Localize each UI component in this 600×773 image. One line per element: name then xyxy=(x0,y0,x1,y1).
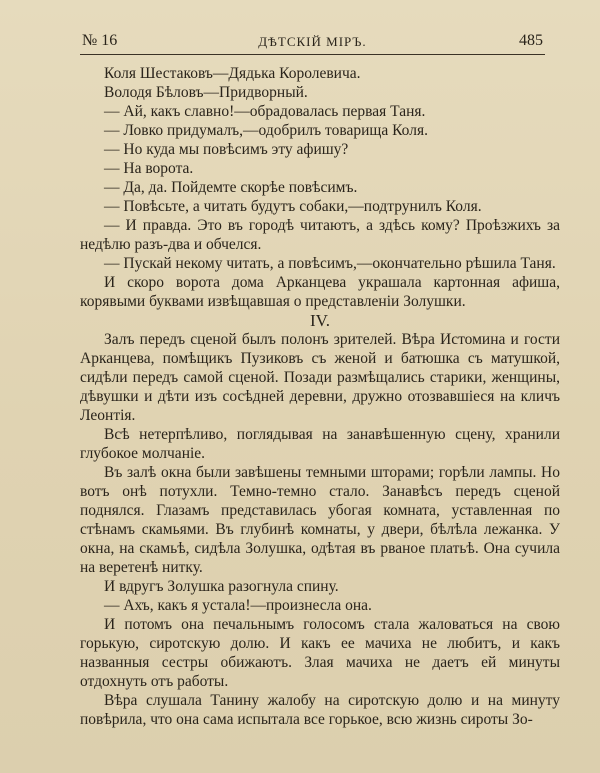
page-number: 485 xyxy=(519,32,543,49)
paragraph: И вдругъ Золушка разогнула спину. xyxy=(104,578,339,595)
paragraph: Вѣра слушала Танину жалобу на сиротскую долю и на минуту повѣрила, что она сама испытала все горькое, всю жизнь сироты Зо- xyxy=(80,692,560,728)
chapter-heading: IV. xyxy=(310,311,330,330)
paragraph: Володя Бѣловъ—Придворный. xyxy=(104,84,308,101)
paragraph: И потомъ она печальнымъ голосомъ стала жаловаться на свою горькую, сиротскую долю. И какъ ее мачиха не любитъ, и какъ названныя сестры обижаютъ. Злая мачиха не даетъ ей минуты отдохнуть отъ работы. xyxy=(80,616,560,690)
paragraph: — Ловко придумалъ,—одобрилъ товарища Коля. xyxy=(104,122,428,139)
paragraph: — Но куда мы повѣсимъ эту афишу? xyxy=(104,141,349,158)
paragraph: И скоро ворота дома Арканцева украшала картонная афиша, корявыми буквами извѣщавшая о представленіи Золушки. xyxy=(80,274,560,310)
page-body xyxy=(80,64,560,729)
paragraph: — Ай, какъ славно!—обрадовалась первая Таня. xyxy=(104,103,426,120)
paragraph: — На ворота. xyxy=(104,160,194,177)
journal-title: ДѢТСКІЙ МІРЪ. xyxy=(258,34,367,49)
paragraph: — Повѣсьте, а читать будутъ собаки,—подтрунилъ Коля. xyxy=(104,198,482,215)
paragraph: — Ахъ, какъ я устала!—произнесла она. xyxy=(104,597,372,614)
paragraph: — И правда. Это въ городѣ читаютъ, а здѣсь кому? Проѣзжихъ за недѣлю разъ-два и обчелся. xyxy=(80,217,560,253)
running-header xyxy=(80,32,545,55)
issue-number: № 16 xyxy=(82,32,118,49)
paragraph: Въ залѣ окна были завѣшены темными шторами; горѣли лампы. Но вотъ онѣ потухли. Темно-темно стало. Занавѣсъ передъ сценой поднялся. Глазамъ представилась убогая комната, уставленная по стѣнамъ скамьями. Въ глубинѣ комнаты, у двери, бѣлѣла лежанка. У окна, на скамьѣ, сидѣла Золушка, одѣтая въ рваное платьѣ. Она сучила на веретенѣ нитку. xyxy=(80,464,560,576)
paragraphs-part1 xyxy=(80,64,560,311)
paragraph: Коля Шестаковъ—Дядька Королевича. xyxy=(104,65,361,82)
paragraphs-part2 xyxy=(80,330,560,729)
paragraph: — Пускай некому читать, а повѣсимъ,—окончательно рѣшила Таня. xyxy=(104,255,556,272)
paragraph: Всѣ нетерпѣливо, поглядывая на занавѣшенную сцену, хранили глубокое молчаніе. xyxy=(80,426,560,462)
paragraph: Залъ передъ сценой былъ полонъ зрителей. Вѣра Истомина и гости Арканцева, помѣщикъ Пузиковъ съ женой и батюшка съ матушкой, сидѣли передъ самой сценой. Позади размѣщались старики, женщины, дѣвушки и дѣти изъ сосѣдней деревни, дружно отозвавшіеся на кличъ Леонтія. xyxy=(80,331,560,424)
paragraph: — Да, да. Пойдемте скорѣе повѣсимъ. xyxy=(104,179,358,196)
